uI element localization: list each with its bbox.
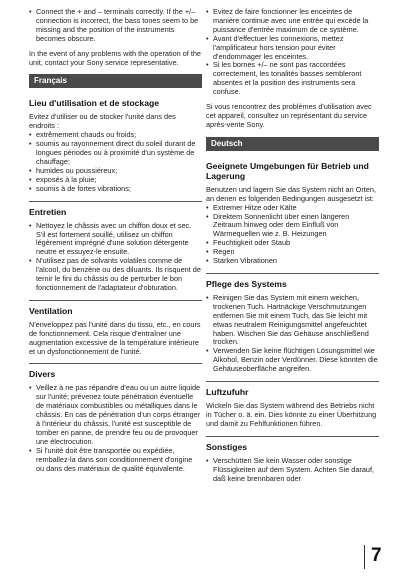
list-item: • Regen: [206, 248, 379, 257]
list-item: • Direktem Sonnenlicht über einen längeren Zeitraum hinweg oder dem Einfluß von Wärmequellen wie z. B. Heizungen: [206, 213, 379, 240]
section-heading: Geeignete Umgebungen für Betrieb und Lagerung: [206, 160, 369, 181]
list-item: • Si les bornes +/– ne sont pas raccordées correctement, les tonalités basses sembleront absentes et la position des instruments sera confuse.: [206, 61, 379, 97]
section-heading: Divers: [29, 369, 56, 380]
list-item: • Evitez de faire fonctionner les enceintes de manière continue avec une entrée qui excède la puissance d'entrée maximum de ce système.: [206, 8, 379, 35]
section-ventilation: [29, 300, 202, 357]
list-item: • Connect the + and – terminals correctly. If the +/– connection is incorrect, the bass tones seem to be missing and the position of the instruments becomes obscure.: [29, 8, 202, 44]
list-item: • humides ou poussiéreux;: [29, 167, 202, 176]
section-luftzufuhr: [206, 381, 379, 429]
list-item: • Veillez à ne pas répandre d'eau ou un autre liquide sur l'unité; prévenez toute pénétration éventuelle de matériaux combustibles ou métalliques dans le châssis. En cas de pénétration d'un corps étranger à l'intérieur du châssis, l'unité est susceptible de tomber en panne, de prendre feu ou de provoquer une électrocution.: [29, 384, 202, 446]
section-list: [206, 294, 379, 374]
section-heading: Luftzufuhr: [206, 387, 249, 398]
list-item: • Avant d'effectuer les connexions, mettez l'amplificateur hors tension pour éviter d'endommager les enceintes.: [206, 35, 379, 62]
list-item: • N'utilisez pas de solvants volatiles comme de l'alcool, du benzène ou des diluants. Ils risquent de ternir le fini du châssis ou de perturber le bon fonctionnement de l'adaptateur d'obturation.: [29, 257, 202, 293]
right-column: [206, 8, 379, 484]
intro-paragraph: Si vous rencontrez des problèmes d'utilisation avec cet appareil, consultez un représentant du service après-vente Sony.: [206, 102, 372, 129]
section-entretien: [29, 201, 202, 293]
intro-list: [29, 8, 202, 44]
page-number-box: [364, 545, 401, 569]
section-heading: Entretien: [29, 206, 67, 217]
list-item: • soumis à de fortes vibrations;: [29, 185, 202, 194]
list-item: • Nettoyez le châssis avec un chiffon doux et sec. S'il est fortement souillé, utilisez un chiffon légèrement imprégné d'une solution détergente neutre et essuyez-le ensuite.: [29, 222, 202, 258]
intro-list: [206, 8, 379, 97]
section-lieu: [29, 98, 202, 193]
list-item: • Verschütten Sie kein Wasser oder sonstige Flüssigkeiten auf dem System. Achten Sie darauf, daß keine brennbaren oder: [206, 457, 379, 484]
list-item: • Feuchtigkeit oder Staub: [206, 239, 379, 248]
section-list: [206, 457, 379, 484]
section-text: Evitez d'utiliser ou de stocker l'unité dans des endroits :: [29, 112, 176, 131]
language-bar-francais: Français: [29, 74, 202, 88]
section-list: [29, 131, 202, 193]
section-sonstiges: [206, 436, 379, 484]
section-pflege: [206, 273, 379, 374]
section-list: [29, 384, 202, 473]
section-heading: Ventilation: [29, 305, 73, 316]
section-heading: Sonstiges: [206, 441, 248, 452]
section-list: [29, 222, 202, 293]
intro-paragraph: In the event of any problems with the operation of the unit, contact your Sony service representative.: [29, 48, 201, 67]
section-list: [206, 204, 379, 266]
section-heading: Pflege des Systems: [206, 278, 287, 289]
section-text: Wickeln Sie das System während des Betriebs nicht in Tücher o. ä. ein. Dies könnte zu einer Überhitzung und damit zu Fehlfunktionen führen.: [206, 401, 377, 428]
section-divers: [29, 363, 202, 473]
list-item: • Extremer Hitze oder Kälte: [206, 204, 379, 213]
section-text: N'enveloppez pas l'unité dans du tissu, etc., en cours de fonctionnement. Cela risque d'entraîner une augmentation excessive de la température intérieure et un dysfonctionnement de l'unité.: [29, 319, 201, 356]
list-item: • Reinigen Sie das System mit einem weichen, trockenen Tuch. Hartnäckige Verschmutzungen entfernen Sie mit einem Tuch, das Sie leicht mit etwas neutralem Reinigungsmittel angefeuchtet haben. Wischen Sie das Gehäuse anschließend trocken.: [206, 294, 379, 347]
list-item: • Si l'unité doit être transportée ou expédiée, remballez-la dans son conditionnement d'origine ou dans des matériaux de qualité équivalente.: [29, 447, 202, 474]
section-umgebungen: [206, 161, 379, 266]
section-heading: Lieu d'utilisation et de stockage: [29, 98, 160, 109]
list-item: • soumis au rayonnement direct du soleil durant de longues périodes ou à proximité d'un système de chauffage;: [29, 140, 202, 167]
list-item: • exposés à la pluie;: [29, 176, 202, 185]
list-item: • Verwenden Sie keine flüchtigen Lösungsmittel wie Alkohol, Benzin oder Verdünner. Diese könnten die Gehäuseoberfläche angreifen.: [206, 347, 379, 374]
list-item: • Starken Vibrationen: [206, 257, 379, 266]
section-text: Benutzen und lagern Sie das System nicht an Orten, an denen es folgenden Bedingungen ausgesetzt ist:: [206, 184, 376, 203]
page-number: 7: [371, 545, 382, 566]
language-bar-deutsch: Deutsch: [206, 137, 379, 151]
list-item: • extrêmement chauds ou froids;: [29, 131, 202, 140]
left-column: [29, 8, 202, 474]
